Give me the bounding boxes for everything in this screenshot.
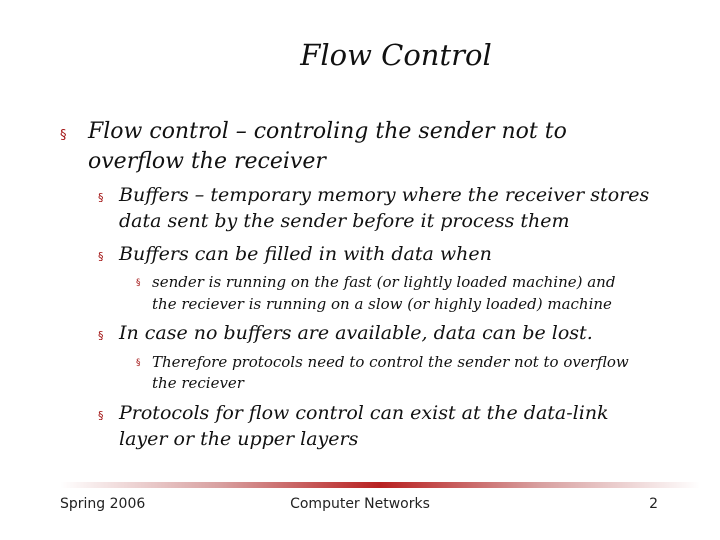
footer-course: Computer Networks bbox=[290, 496, 430, 512]
footer-divider bbox=[60, 482, 700, 488]
bullet-marker: § bbox=[136, 278, 141, 288]
bullet-marker: § bbox=[98, 409, 104, 422]
bullet-marker: § bbox=[98, 250, 104, 263]
bullet-line: overflow the receiver bbox=[88, 149, 326, 174]
bullet-line: Buffers – temporary memory where the receiver stores bbox=[119, 184, 650, 206]
slide-title: Flow Control bbox=[300, 38, 492, 72]
bullet-marker: § bbox=[98, 191, 104, 204]
slide-number: 2 bbox=[649, 496, 658, 512]
bullet-line: In case no buffers are available, data can be lost. bbox=[119, 322, 593, 344]
bullet-line: Buffers can be filled in with data when bbox=[119, 243, 492, 265]
bullet-line: data sent by the sender before it process them bbox=[119, 210, 570, 232]
bullet-marker: § bbox=[60, 128, 67, 143]
bullet-line: Protocols for flow control can exist at the data-link bbox=[119, 402, 609, 424]
bullet-line: Flow control – controling the sender not to bbox=[88, 119, 567, 144]
bullet-line: the reciever bbox=[152, 374, 244, 392]
bullet-line: Therefore protocols need to control the sender not to overflow bbox=[152, 353, 629, 371]
bullet-line: the reciever is running on a slow (or highly loaded) machine bbox=[152, 295, 612, 313]
footer-date: Spring 2006 bbox=[60, 496, 146, 512]
bullet-marker: § bbox=[136, 358, 141, 368]
bullet-line: sender is running on the fast (or lightly loaded machine) and bbox=[152, 273, 616, 291]
bullet-marker: § bbox=[98, 329, 104, 342]
bullet-line: layer or the upper layers bbox=[119, 428, 359, 450]
